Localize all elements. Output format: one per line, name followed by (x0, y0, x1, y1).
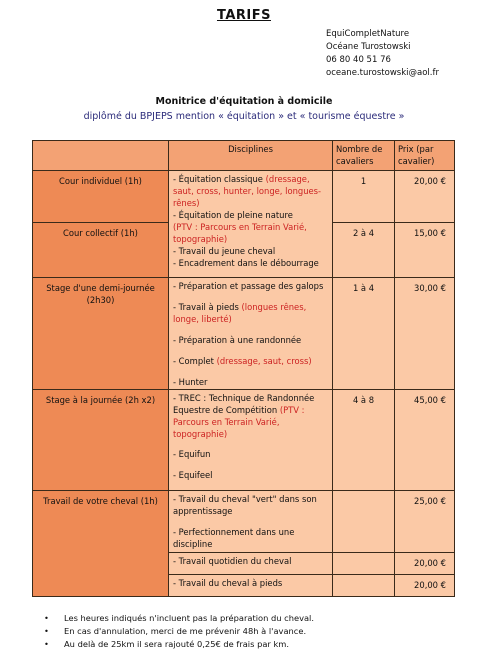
discipline-item: - Equifun (173, 449, 211, 459)
price-demi: 30,00 € (395, 278, 455, 390)
header-nb-cavaliers: Nombre de cavaliers (333, 141, 395, 171)
contact-person: Océane Turostowski (326, 42, 411, 52)
count-demi: 1 à 4 (333, 278, 395, 390)
header-disciplines: Disciplines (169, 141, 333, 171)
discipline-item: - Équitation de pleine nature (173, 210, 293, 220)
tarifs-table (32, 140, 455, 597)
discipline-item: - Perfectionnement dans une discipline (173, 527, 295, 549)
price-individuel: 20,00 € (395, 171, 455, 223)
note-item: • En cas d'annulation, merci de me prévenir 48h à l'avance. (44, 626, 307, 636)
discipline-travail-pieds: - Travail du cheval à pieds (169, 575, 333, 597)
note-item: • Au delà de 25km il sera rajouté 0,25€ de frais par km. (44, 639, 290, 649)
discipline-item: - Travail du cheval "vert" dans son apprentissage (173, 494, 317, 516)
disciplines-stage-journee (169, 390, 333, 491)
bullet-icon: • (44, 613, 49, 623)
count-collectif: 2 à 4 (333, 223, 395, 278)
disciplines-cours (169, 171, 333, 278)
count-individuel: 1 (333, 171, 395, 223)
count-travail-pieds (333, 575, 395, 597)
count-travail-vert (333, 491, 395, 553)
disciplines-stage-demi (169, 278, 333, 390)
table-row (33, 491, 455, 553)
category-stage-demi-journee: Stage d'une demi-journée (2h30) (33, 278, 169, 390)
bullet-icon: • (44, 639, 49, 649)
discipline-item: - Équitation classique (dressage, saut, cross, hunter, longe, longues-rênes) (173, 174, 322, 208)
table-row (33, 390, 455, 491)
price-travail-quotidien: 20,00 € (395, 553, 455, 575)
contact-email: oceane.turostowski@aol.fr (326, 68, 439, 78)
price-collectif: 15,00 € (395, 223, 455, 278)
notes-list (44, 612, 314, 651)
bullet-icon: • (44, 626, 49, 636)
page-title: TARIFS (216, 8, 271, 23)
discipline-travail-quotidien: - Travail quotidien du cheval (169, 553, 333, 575)
count-travail-quotidien (333, 553, 395, 575)
discipline-item: - Encadrement dans le débourrage (173, 258, 319, 268)
contact-block (326, 28, 439, 80)
table-row (33, 171, 455, 223)
subtitle-line-1: Monitrice d'équitation à domicile (155, 96, 333, 107)
contact-phone: 06 80 40 51 76 (326, 55, 391, 65)
discipline-item: - Préparation à une randonnée (173, 335, 302, 345)
category-cours-individuel: Cour individuel (1h) (33, 171, 169, 223)
header-empty (33, 141, 169, 171)
discipline-item: - TREC : Technique de Randonnée Equestre de Compétition (PTV : Parcours en Terrain Varié, topographie) (173, 393, 315, 439)
contact-name: EquiCompletNature (326, 29, 410, 39)
category-travail-cheval: Travail de votre cheval (1h) (33, 491, 169, 597)
disciplines-travail-cheval (169, 491, 333, 553)
discipline-item: - Travail du jeune cheval (173, 246, 276, 256)
discipline-item-detail: (PTV : Parcours en Terrain Varié, topographie) (173, 222, 307, 244)
discipline-item: - Complet (dressage, saut, cross) (173, 356, 312, 366)
price-travail-vert: 25,00 € (395, 491, 455, 553)
table-row (33, 278, 455, 390)
subtitle-line-2: diplômé du BPJEPS mention « équitation » et « tourisme équestre » (83, 111, 405, 122)
discipline-item: - Travail à pieds (longues rênes, longe, liberté) (173, 302, 307, 324)
header-prix: Prix (par cavalier) (395, 141, 455, 171)
price-journee: 45,00 € (395, 390, 455, 491)
note-item: • Les heures indiqués n'incluent pas la préparation du cheval. (44, 613, 315, 623)
count-journee: 4 à 8 (333, 390, 395, 491)
table-header-row (33, 141, 455, 171)
category-cours-collectif: Cour collectif (1h) (33, 223, 169, 278)
discipline-item: - Préparation et passage des galops (173, 281, 324, 291)
category-stage-journee: Stage à la journée (2h x2) (33, 390, 169, 491)
price-travail-pieds: 20,00 € (395, 575, 455, 597)
discipline-item: - Equifeel (173, 470, 213, 480)
discipline-item: - Hunter (173, 377, 208, 387)
